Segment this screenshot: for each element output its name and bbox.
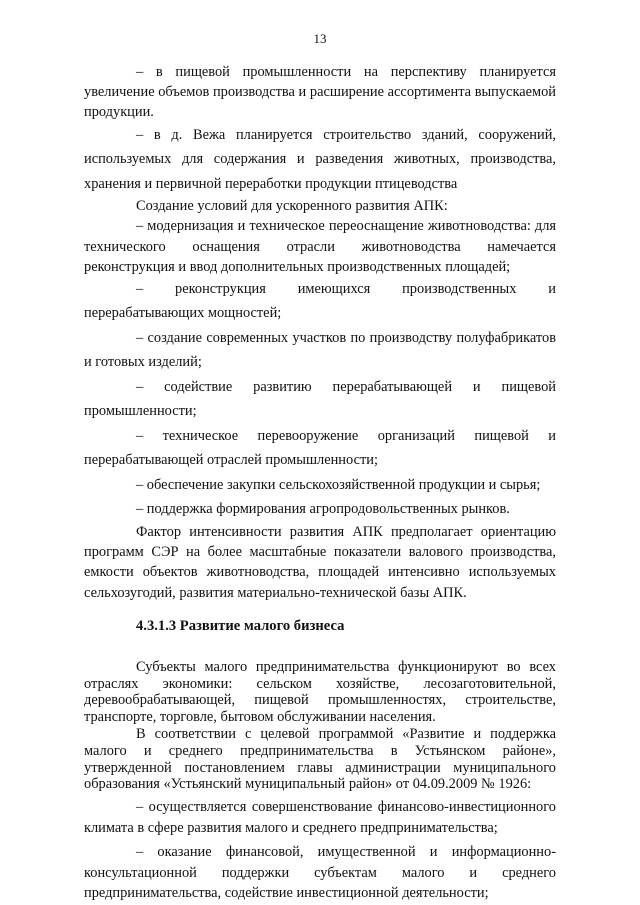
small-business-section-text (84, 659, 556, 904)
paragraph: В соответствии с целевой программой «Развитие и поддержка малого и среднего предпринимательства в Устьянском районе», утвержденной постановлением главы администрации муниципального образования «Устьянский муниципальный район» от 04.09.2009 № 1926: (84, 725, 556, 793)
page-content (84, 62, 556, 904)
paragraph: Фактор интенсивности развития АПК предполагает ориентацию программ СЭР на более масштабные показатели валового производства, емкости объектов животноводства, площадей интенсивно используемых сельхозугодий, развития материально-технической базы АПК. (84, 523, 556, 601)
paragraph: – осуществляется совершенствование финансово-инвестиционного климата в сфере развития малого и среднего предпринимательства; (84, 799, 556, 836)
paragraph: – обеспечение закупки сельскохозяйственной продукции и сырья; (136, 476, 541, 493)
paragraph: – в д. Вежа планируется строительство зданий, сооружений, используемых для содержания и разведения животных, производства, хранения и первичной переработки продукции птицеводства (84, 126, 556, 192)
paragraph: – содействие развитию перерабатывающей и пищевой промышленности; (84, 378, 556, 420)
paragraph: Создание условий для ускоренного развития АПК: (136, 198, 448, 215)
section-heading: 4.3.1.3 Развитие малого бизнеса (136, 617, 345, 634)
paragraph: – создание современных участков по производству полуфабрикатов и готовых изделий; (84, 329, 556, 371)
page-number: 13 (313, 31, 327, 46)
paragraph: – техническое перевооружение организаций пищевой и перерабатывающей отраслей промышленности; (84, 427, 556, 469)
paragraph: Субъекты малого предпринимательства функционируют во всех отраслях экономики: сельском хозяйстве, лесозаготовительной, деревообрабатывающей, пищевой промышленностях, строительстве, транспорте, торговле, бытовом обслуживании населения. (84, 658, 556, 726)
paragraph: – оказание финансовой, имущественной и информационно-консультационной поддержки субъектам малого и среднего предпринимательства, содействие инвестиционной деятельности; (84, 844, 556, 902)
paragraph: – поддержка формирования агропродовольственных рынков. (136, 501, 510, 518)
paragraph: – модернизация и техническое переоснащение животноводства: для технического оснащения отрасли животноводства намечается реконструкция и ввод дополнительных производственных площадей; (84, 218, 556, 275)
paragraph: – в пищевой промышленности на перспективу планируется увеличение объемов производства и расширение ассортимента выпускаемой продукции. (84, 64, 556, 121)
agro-section-text (84, 62, 556, 603)
paragraph: – реконструкция имеющихся производственных и перерабатывающих мощностей; (84, 280, 556, 322)
